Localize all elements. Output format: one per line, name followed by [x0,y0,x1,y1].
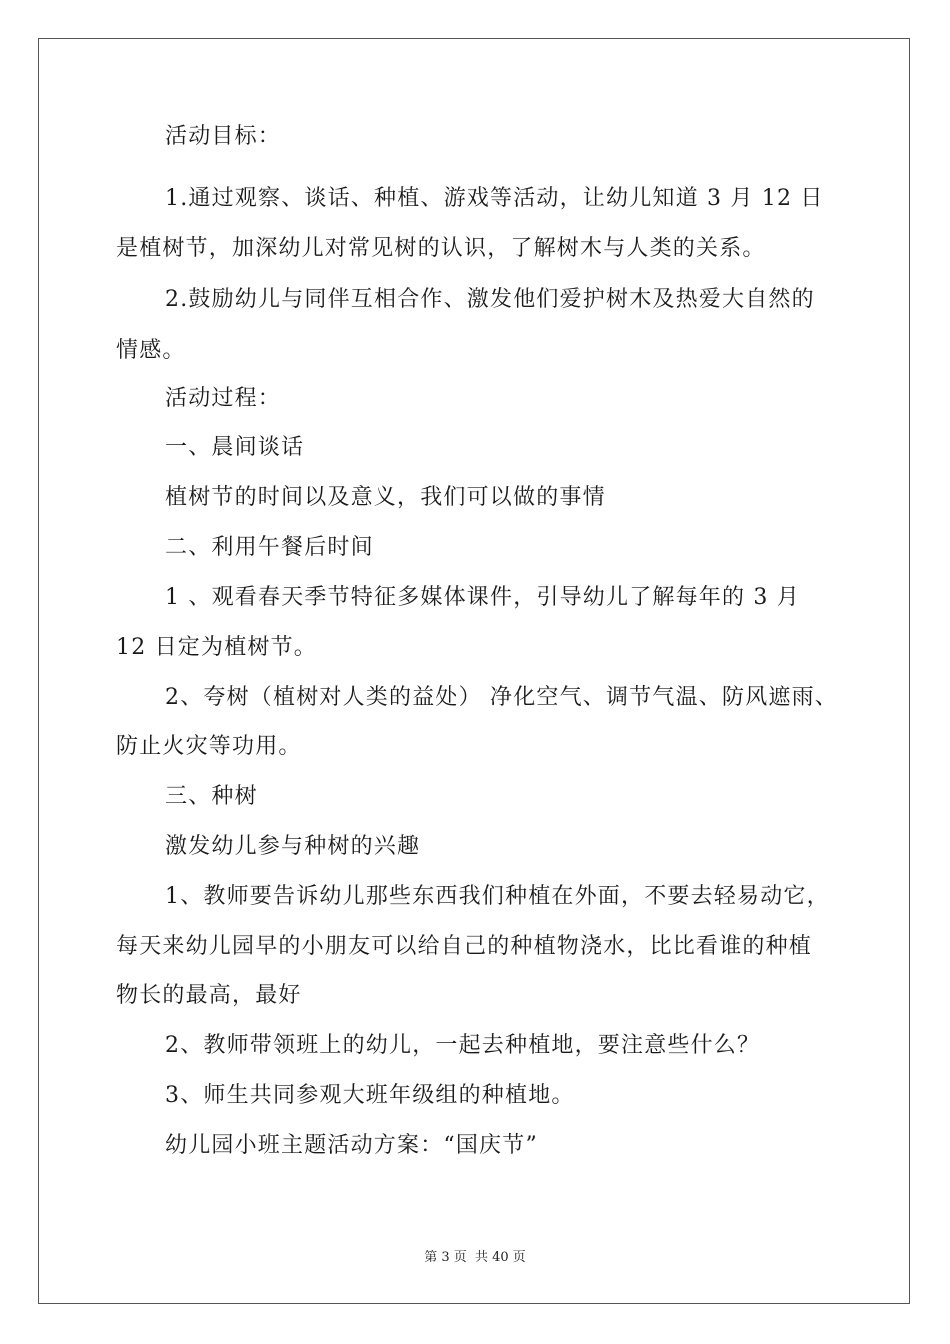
paragraph-line: 物长的最高，最好 [116,983,302,1008]
page-footer [0,1246,950,1265]
paragraph-line: 是植树节，加深幼儿对常见树的认识，了解树木与人类的关系。 [116,236,766,261]
page-border [38,38,910,1304]
paragraph-line: 活动过程： [165,386,282,411]
paragraph-line: 幼儿园小班主题活动方案：“国庆节” [165,1133,538,1158]
paragraph-line: 2、教师带领班上的幼儿，一起去种植地，要注意些什么？ [165,1033,761,1058]
paragraph-line: 3、师生共同参观大班年级组的种植地。 [165,1083,575,1108]
paragraph-line: 一、晨间谈话 [165,435,305,460]
paragraph-line: 活动目标： [165,124,282,149]
paragraph-line: 12 日定为植树节。 [116,635,317,660]
paragraph-line: 每天来幼儿园早的小朋友可以给自己的种植物浇水，比比看谁的种植 [116,934,813,959]
paragraph-line: 2、夸树（植树对人类的益处） 净化空气、调节气温、防风遮雨、 [165,685,838,710]
paragraph-line: 激发幼儿参与种树的兴趣 [165,834,421,859]
paragraph-line: 2.鼓励幼儿与同伴互相合作、激发他们爱护树木及热爱大自然的 [165,287,815,312]
page-total: 共 40 页 [474,1250,526,1265]
paragraph-line: 1.通过观察、谈话、种植、游戏等活动，让幼儿知道 3 月 12 日 [165,186,824,211]
paragraph-line: 防止火灾等功用。 [116,734,302,759]
paragraph-line: 1 、观看春天季节特征多媒体课件，引导幼儿了解每年的 3 月 [165,585,800,610]
page-number: 第 3 页 [424,1250,467,1265]
paragraph-line: 二、利用午餐后时间 [165,535,374,560]
paragraph-line: 三、种树 [165,784,258,809]
paragraph-line: 情感。 [116,338,186,363]
paragraph-line: 植树节的时间以及意义，我们可以做的事情 [165,485,606,510]
paragraph-line: 1、教师要告诉幼儿那些东西我们种植在外面，不要去轻易动它， [165,884,830,909]
